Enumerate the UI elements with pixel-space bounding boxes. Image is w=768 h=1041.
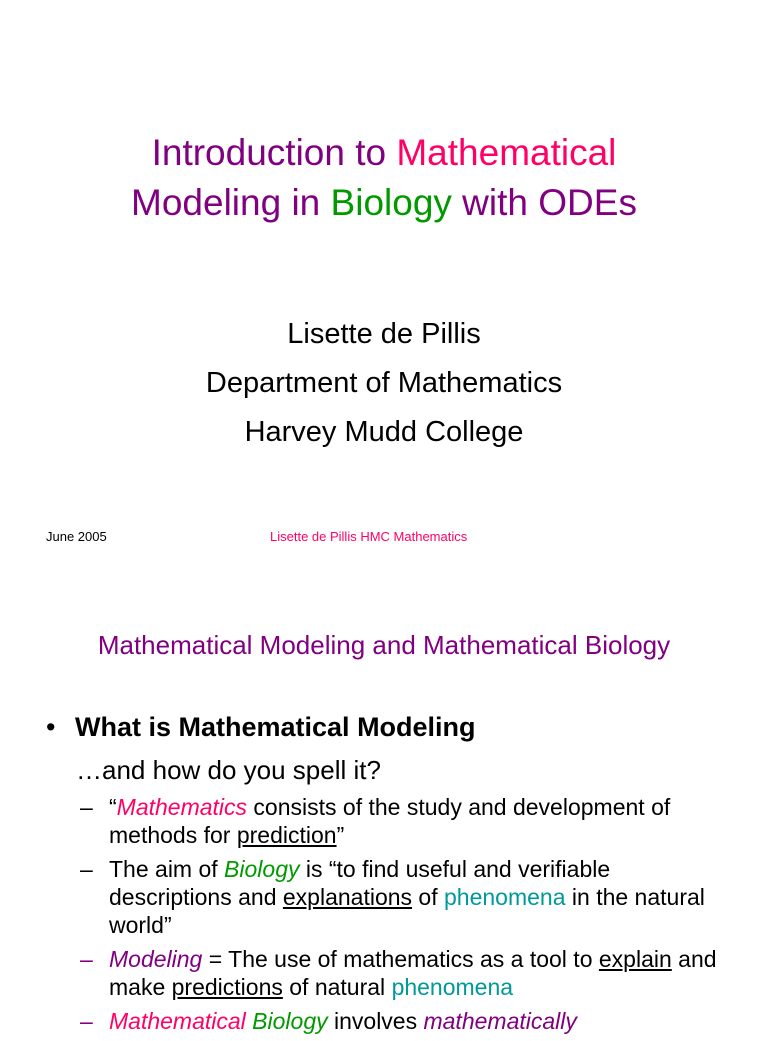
sub-bullet-list [80,793,728,1041]
dash-marker: – [80,1008,93,1034]
sub-bullet-biology [80,855,728,939]
term-biology: Biology [252,1008,328,1034]
term-mathematical: Mathematical [109,1008,253,1034]
term-mathematically: mathematically [423,1008,577,1034]
underlined-explanations: explanations [282,884,413,910]
item-text: in the natural world” [109,884,705,938]
dash-marker: – [80,856,93,882]
term-mathematics: Mathematics [116,794,248,820]
content-slide [0,580,768,1034]
title-part-intro: Introduction to [151,132,397,173]
item-text: consists of the study and development of methods for [109,794,671,848]
title-part-mathematical: Mathematical [396,132,617,173]
item-text: of natural [282,974,392,1000]
sub-bullet-mathematics [80,793,728,849]
title-part-modeling: Modeling in [131,182,331,223]
item-text: = The use of mathematics as a tool to [202,946,599,972]
author-block [0,310,768,457]
term-phenomena: phenomena [444,884,566,910]
bullet-text: What is Mathematical Modeling [75,712,476,742]
author-department: Department of Mathematics [205,367,563,399]
slide-title-2: Mathematical Modeling and Mathematical Biology [97,630,671,660]
footer-date: June 2005 [46,529,107,544]
dash-marker: – [80,794,93,820]
slide-title [0,128,768,228]
dash-marker: – [80,946,93,972]
bullet-main [46,712,748,743]
item-text: of [412,884,445,910]
term-phenomena: phenomena [391,974,514,1000]
footer-center: Lisette de Pillis HMC Mathematics [270,529,468,544]
underlined-prediction: prediction [236,822,337,848]
bullet-marker: • [46,712,56,742]
close-quote: ” [336,822,345,848]
open-quote: “ [109,794,117,820]
underlined-explain: explain [598,946,672,972]
author-college: Harvey Mudd College [244,416,524,448]
title-part-biology: Biology [330,182,452,223]
underlined-predictions: predictions [171,974,283,1000]
term-biology: Biology [224,856,300,882]
item-text: involves [327,1008,424,1034]
item-text: The aim of [109,856,225,882]
sub-bullet-math-biology [80,1007,728,1035]
item-text: is “to find useful and verifiable descriptions and [109,856,611,910]
author-name: Lisette de Pillis [287,318,481,350]
title-part-odes: with ODEs [451,182,637,223]
term-modeling: Modeling [109,946,203,972]
sub-bullet-modeling [80,945,728,1001]
bullet-subline: …and how do you spell it? [76,755,381,785]
item-text: and make [109,946,717,1000]
